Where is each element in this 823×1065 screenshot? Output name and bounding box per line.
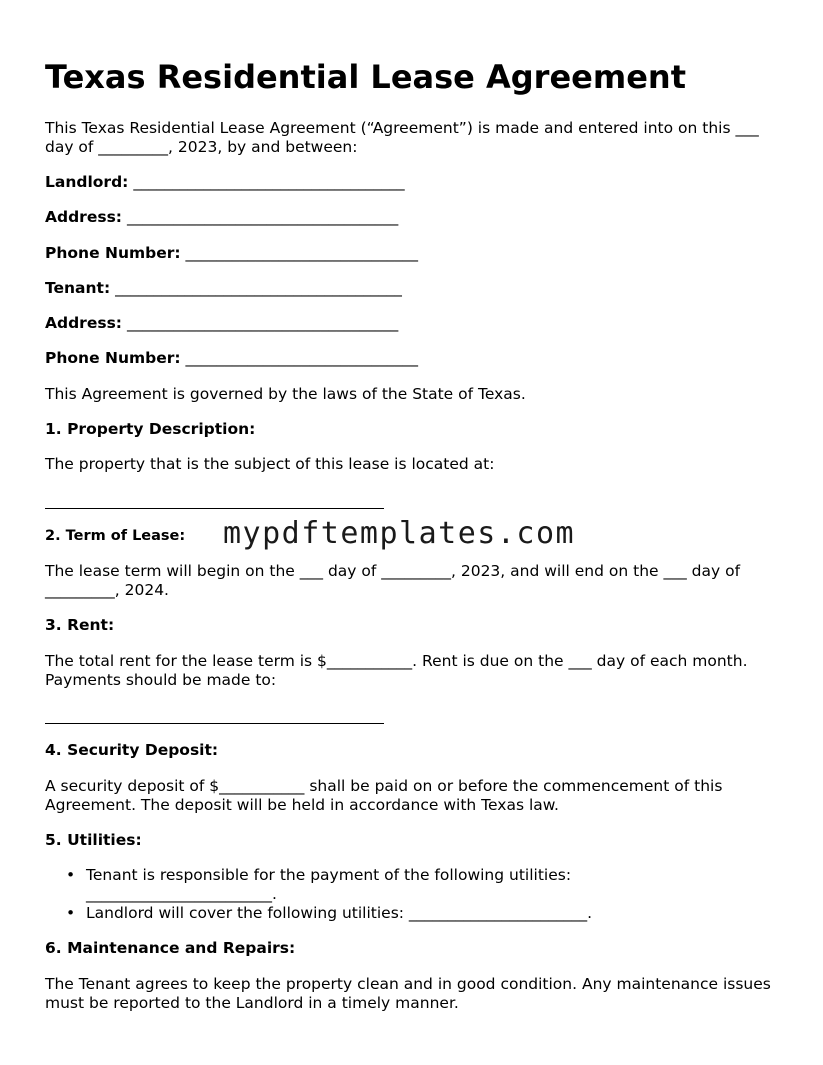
rent-payee-line [45, 723, 384, 724]
list-item [66, 866, 646, 904]
maintenance-text: The Tenant agrees to keep the property clean and in good condition. Any maintenance issues must be reported to the Landlord in a timely manner. [45, 975, 771, 1012]
landlord-phone-label: Phone Number: [45, 244, 181, 262]
rent-text: The total rent for the lease term is $___________. Rent is due on the ___ day of each month. Payments should be made to: [45, 652, 748, 689]
deposit-heading: 4. Security Deposit: [45, 741, 219, 759]
term-text: The lease term will begin on the ___ day of _________, 2023, and will end on the ___ day of _________, 2024. [45, 562, 741, 599]
landlord-phone-field [45, 244, 418, 263]
governing-law-text: This Agreement is governed by the laws of the State of Texas. [45, 385, 526, 403]
tenant-field [45, 279, 402, 298]
tenant-phone-field [45, 349, 418, 368]
tenant-phone-label: Phone Number: [45, 349, 181, 367]
tenant-utilities-text: Tenant is responsible for the payment of the following utilities: ________________________. [86, 866, 572, 903]
tenant-address-label: Address: [45, 314, 122, 332]
bullet-icon: • [66, 904, 76, 922]
landlord-address-field [45, 208, 398, 227]
rent-heading: 3. Rent: [45, 616, 115, 634]
tenant-address-blank: ___________________________________ [126, 314, 399, 332]
bullet-icon: • [66, 866, 76, 884]
landlord-utilities-text: Landlord will cover the following utilities: _______________________. [86, 904, 593, 922]
tenant-address-field [45, 314, 398, 333]
property-heading: 1. Property Description: [45, 420, 256, 438]
utilities-list [45, 866, 646, 923]
landlord-address-label: Address: [45, 208, 122, 226]
utilities-heading: 5. Utilities: [45, 831, 142, 849]
property-address-line [45, 508, 384, 509]
term-heading: 2. Term of Lease: [45, 528, 186, 544]
property-text: The property that is the subject of this lease is located at: [45, 455, 495, 473]
maintenance-heading: 6. Maintenance and Repairs: [45, 939, 296, 957]
landlord-address-blank: ___________________________________ [126, 208, 399, 226]
tenant-blank: _____________________________________ [115, 279, 402, 297]
tenant-label: Tenant: [45, 279, 111, 297]
document-title: Texas Residential Lease Agreement [45, 58, 686, 96]
intro-paragraph: This Texas Residential Lease Agreement (“Agreement”) is made and entered into on this ___ day of _________, 2023, by and between: [45, 119, 759, 156]
landlord-phone-blank: ______________________________ [185, 244, 419, 262]
deposit-text: A security deposit of $___________ shall be paid on or before the commencement of this Agreement. The deposit will be held in accordance with Texas law. [45, 777, 723, 814]
landlord-field [45, 173, 405, 192]
landlord-label: Landlord: [45, 173, 129, 191]
list-item [66, 904, 646, 923]
tenant-phone-blank: ______________________________ [185, 349, 419, 367]
watermark-text: mypdftemplates.com [223, 516, 576, 551]
landlord-blank: ___________________________________ [133, 173, 405, 191]
